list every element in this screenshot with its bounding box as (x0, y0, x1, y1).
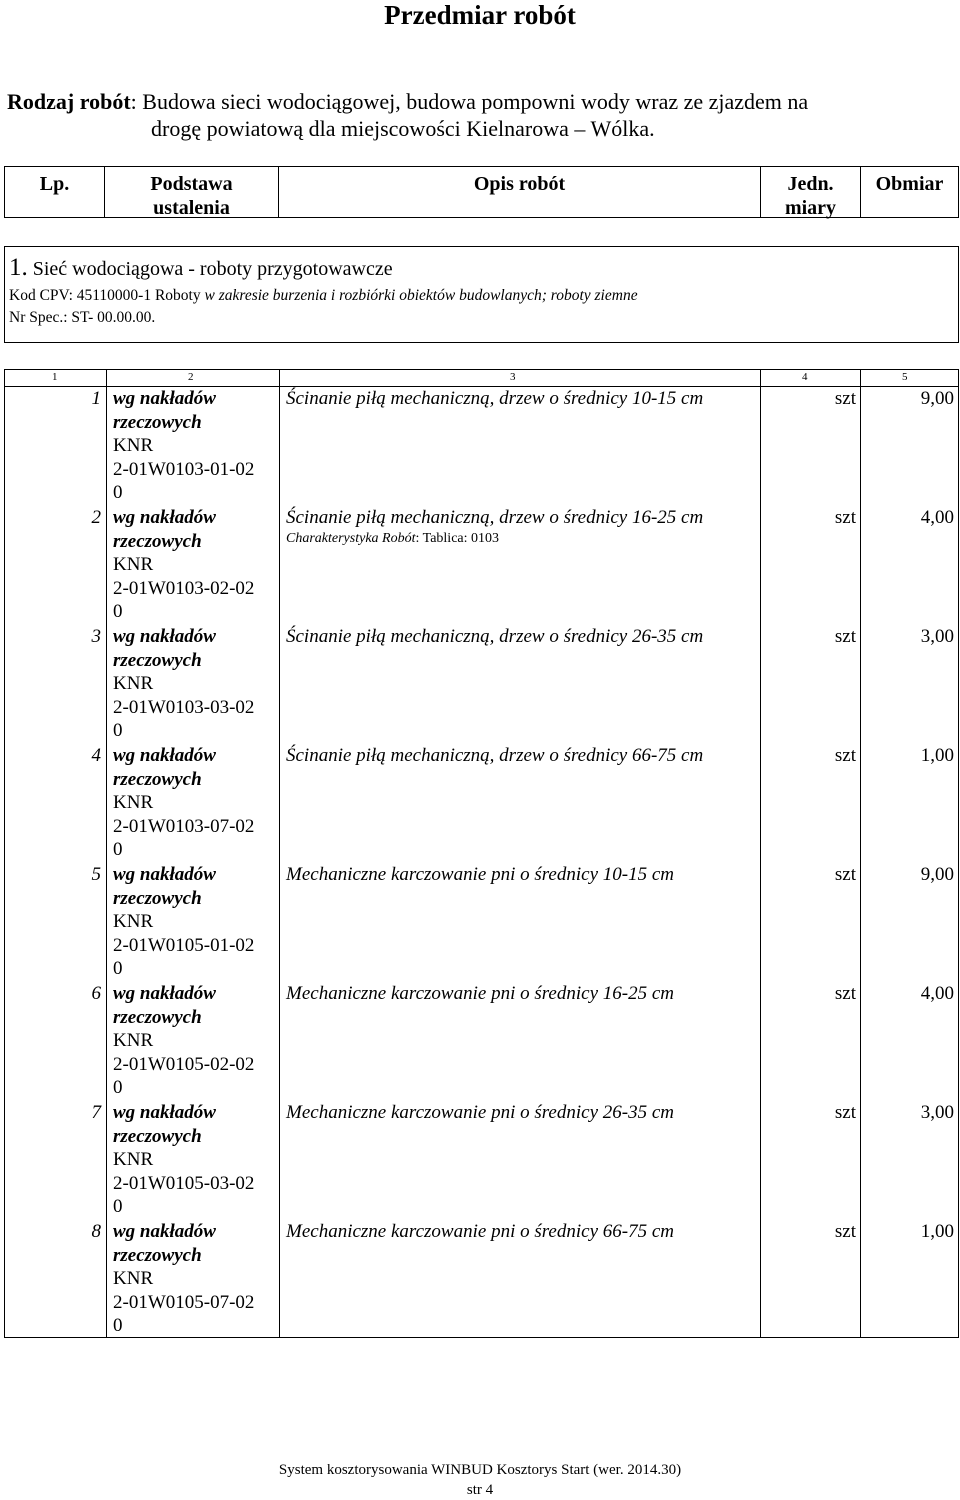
header-obmiar: Obmiar (875, 173, 944, 195)
basis-line: KNR (113, 911, 154, 933)
description-text: Ścinanie piłą mechaniczną, drzew o średnicy 16-25 cm (286, 507, 704, 528)
basis-line: wg nakładów (113, 1221, 216, 1242)
header-jedn-line1: Jedn. (787, 173, 834, 195)
basis-line: wg nakładów (113, 864, 216, 885)
characteristics-value: : Tablica: 0103 (415, 531, 500, 546)
work-type (7, 88, 947, 142)
header-podstawa-line1: Podstawa (150, 173, 233, 195)
basis-line: wg nakładów (113, 388, 216, 409)
section-box (4, 246, 959, 343)
row-unit: szt (834, 864, 856, 885)
row-number: 2 (91, 507, 101, 528)
row-number: 7 (91, 1102, 101, 1123)
page-title: Przedmiar robót (384, 0, 576, 30)
footer-system: System kosztorysowania WINBUD Kosztorys Start (wer. 2014.30) (278, 1462, 682, 1478)
basis-line: 0 (113, 601, 123, 623)
characteristics-label: Charakterystyka Robót (286, 531, 416, 546)
basis-line: 0 (113, 839, 123, 861)
basis-line: 2-01W0103-02-02 (113, 577, 255, 599)
row-number: 4 (91, 745, 101, 766)
row-unit: szt (834, 507, 856, 528)
basis-line: 2-01W0105-03-02 (113, 1172, 255, 1194)
description-text: Ścinanie piłą mechaniczną, drzew o średnicy 10-15 cm (286, 388, 704, 409)
items-table (4, 369, 959, 1338)
row-basis (113, 387, 279, 505)
description-text: Ścinanie piłą mechaniczną, drzew o średnicy 26-35 cm (286, 626, 704, 647)
description-text: Mechaniczne karczowanie pni o średnicy 26-35 cm (286, 1102, 674, 1123)
basis-line: rzeczowych (113, 887, 202, 909)
basis-line: 2-01W0103-07-02 (113, 815, 255, 837)
header-lp: Lp. (5, 167, 105, 217)
basis-line: KNR (113, 1268, 154, 1290)
row-description (286, 744, 756, 768)
section-spec: Nr Spec.: ST- 00.00.00. (9, 309, 156, 326)
description-characteristics (286, 530, 756, 548)
footer-page-number: str 4 (466, 1482, 494, 1498)
section-title (9, 255, 954, 282)
row-number: 1 (91, 388, 101, 409)
basis-line: rzeczowych (113, 649, 202, 671)
basis-line: wg nakładów (113, 507, 216, 528)
cpv-prefix: Kod CPV: 45110000-1 Roboty (9, 287, 205, 304)
basis-line: KNR (113, 1030, 154, 1052)
table-row (5, 1220, 958, 1339)
row-quantity: 1,00 (920, 1221, 954, 1242)
row-basis (113, 744, 279, 862)
basis-line: rzeczowych (113, 411, 202, 433)
basis-line: wg nakładów (113, 745, 216, 766)
header-podstawa-line2: ustalenia (153, 197, 230, 219)
table-header (4, 166, 959, 218)
header-opis: Opis robót (279, 167, 761, 217)
column-number-1: 1 (52, 371, 58, 383)
row-unit: szt (834, 745, 856, 766)
table-row (5, 863, 958, 982)
column-number-4: 4 (802, 371, 808, 383)
basis-line: rzeczowych (113, 768, 202, 790)
row-description (286, 982, 756, 1006)
row-unit: szt (834, 983, 856, 1004)
row-unit: szt (834, 1221, 856, 1242)
row-number: 6 (91, 983, 101, 1004)
basis-line: wg nakładów (113, 983, 216, 1004)
table-row (5, 625, 958, 744)
page-footer (0, 1460, 960, 1500)
basis-line: rzeczowych (113, 530, 202, 552)
basis-line: 2-01W0105-01-02 (113, 934, 255, 956)
basis-line: 0 (113, 1077, 123, 1099)
row-quantity: 9,00 (920, 864, 954, 885)
column-number-5: 5 (902, 371, 908, 383)
basis-line: 2-01W0103-03-02 (113, 696, 255, 718)
basis-line: 0 (113, 1315, 123, 1337)
basis-line: 2-01W0105-07-02 (113, 1291, 255, 1313)
row-unit: szt (834, 388, 856, 409)
basis-line: 0 (113, 720, 123, 742)
row-quantity: 4,00 (920, 507, 954, 528)
row-description (286, 1101, 756, 1125)
column-number-2: 2 (188, 371, 194, 383)
basis-line: rzeczowych (113, 1006, 202, 1028)
row-basis (113, 1101, 279, 1219)
row-number: 5 (91, 864, 101, 885)
header-jedn (761, 167, 861, 217)
basis-line: rzeczowych (113, 1244, 202, 1266)
column-numbers (5, 370, 958, 387)
table-row (5, 744, 958, 863)
basis-line: 2-01W0103-01-02 (113, 458, 255, 480)
basis-line: 2-01W0105-02-02 (113, 1053, 255, 1075)
basis-line: KNR (113, 792, 154, 814)
row-description (286, 863, 756, 887)
cpv-text: w zakresie burzenia i rozbiórki obiektów budowlanych; roboty ziemne (204, 287, 638, 304)
row-basis (113, 625, 279, 743)
section-number: 1. (9, 254, 28, 281)
basis-line: 0 (113, 1196, 123, 1218)
row-quantity: 9,00 (920, 388, 954, 409)
row-number: 8 (91, 1221, 101, 1242)
row-unit: szt (834, 1102, 856, 1123)
row-description (286, 506, 756, 548)
column-number-3: 3 (510, 371, 516, 383)
row-quantity: 4,00 (920, 983, 954, 1004)
table-row (5, 506, 958, 625)
table-row (5, 387, 958, 506)
row-description (286, 387, 756, 411)
basis-line: KNR (113, 673, 154, 695)
section-title-text: Sieć wodociągowa - roboty przygotowawcze (27, 258, 393, 280)
description-text: Ścinanie piłą mechaniczną, drzew o średnicy 66-75 cm (286, 745, 704, 766)
basis-line: rzeczowych (113, 1125, 202, 1147)
row-description (286, 625, 756, 649)
row-number: 3 (91, 626, 101, 647)
basis-line: 0 (113, 482, 123, 504)
basis-line: KNR (113, 435, 154, 457)
work-type-line2: drogę powiatową dla miejscowości Kielnarowa – Wólka. (151, 116, 655, 141)
row-basis (113, 982, 279, 1100)
row-quantity: 3,00 (920, 626, 954, 647)
section-cpv (9, 285, 954, 307)
row-quantity: 1,00 (920, 745, 954, 766)
row-description (286, 1220, 756, 1244)
basis-line: wg nakładów (113, 1102, 216, 1123)
row-unit: szt (834, 626, 856, 647)
work-type-label: Rodzaj robót (7, 89, 131, 114)
description-text: Mechaniczne karczowanie pni o średnicy 66-75 cm (286, 1221, 674, 1242)
basis-line: wg nakładów (113, 626, 216, 647)
row-basis (113, 1220, 279, 1338)
work-type-line1: : Budowa sieci wodociągowej, budowa pompowni wody wraz ze zjazdem na (130, 89, 809, 114)
basis-line: 0 (113, 958, 123, 980)
row-basis (113, 506, 279, 624)
table-row (5, 982, 958, 1101)
basis-line: KNR (113, 554, 154, 576)
description-text: Mechaniczne karczowanie pni o średnicy 10-15 cm (286, 864, 674, 885)
table-row (5, 1101, 958, 1220)
row-quantity: 3,00 (920, 1102, 954, 1123)
header-podstawa (105, 167, 279, 217)
row-basis (113, 863, 279, 981)
basis-line: KNR (113, 1149, 154, 1171)
description-text: Mechaniczne karczowanie pni o średnicy 16-25 cm (286, 983, 674, 1004)
header-jedn-line2: miary (784, 197, 837, 219)
